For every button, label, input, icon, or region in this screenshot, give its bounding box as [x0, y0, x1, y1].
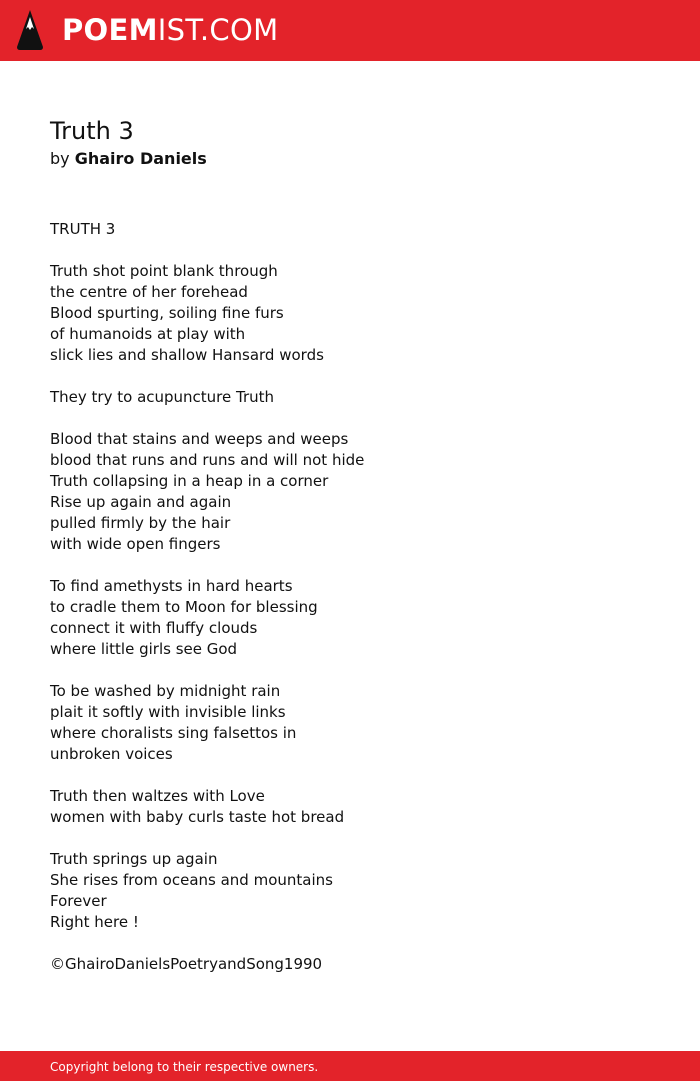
poem-line: She rises from oceans and mountains	[50, 871, 333, 889]
poem-line: slick lies and shallow Hansard words	[50, 346, 324, 364]
stanza-break	[50, 240, 650, 261]
poem-line: women with baby curls taste hot bread	[50, 808, 345, 826]
poem-line: To find amethysts in hard hearts	[50, 577, 293, 595]
stanza-break	[50, 366, 650, 387]
stanza-break	[50, 828, 650, 849]
copyright-text: Copyright belong to their respective owners.	[50, 1060, 319, 1074]
poem-byline	[50, 149, 207, 169]
poem-line: ©GhairoDanielsPoetryandSong1990	[50, 955, 323, 973]
stanza-break	[50, 555, 650, 576]
poem-line: Right here !	[50, 913, 139, 931]
stanza-break	[50, 660, 650, 681]
poem-line: the centre of her forehead	[50, 283, 248, 301]
poem-title: Truth 3	[50, 117, 134, 145]
poem-line: to cradle them to Moon for blessing	[50, 598, 318, 616]
author-name: Ghairo Daniels	[74, 149, 207, 168]
site-logo[interactable]	[62, 12, 278, 48]
poem-line: where choralists sing falsettos in	[50, 724, 297, 742]
poem-line: Truth shot point blank through	[50, 262, 278, 280]
poem-line: blood that runs and runs and will not hide	[50, 451, 365, 469]
poem-line: Forever	[50, 892, 107, 910]
poem-line: Truth springs up again	[50, 850, 218, 868]
stanza-break	[50, 765, 650, 786]
poem-line: TRUTH 3	[50, 220, 116, 238]
poem-line: Blood that stains and weeps and weeps	[50, 430, 349, 448]
site-footer	[0, 1051, 700, 1081]
poem-line: Rise up again and again	[50, 493, 232, 511]
poem-line: with wide open fingers	[50, 535, 221, 553]
poem-line: where little girls see God	[50, 640, 238, 658]
poem-line: To be washed by midnight rain	[50, 682, 281, 700]
stanza-break	[50, 408, 650, 429]
brand-name-light: IST.COM	[157, 13, 279, 47]
poem-line: plait it softly with invisible links	[50, 703, 286, 721]
poem-line: Truth collapsing in a heap in a corner	[50, 472, 329, 490]
pencil-tip-icon[interactable]	[16, 9, 44, 51]
poem-body	[50, 219, 650, 975]
site-header	[0, 0, 700, 61]
poem-line: connect it with fluffy clouds	[50, 619, 258, 637]
poem-line: of humanoids at play with	[50, 325, 246, 343]
stanza-break	[50, 933, 650, 954]
poem-line: Truth then waltzes with Love	[50, 787, 265, 805]
poem-line: pulled firmly by the hair	[50, 514, 231, 532]
brand-name-bold: POEM	[62, 13, 158, 47]
poem-line: unbroken voices	[50, 745, 173, 763]
by-label: by	[50, 149, 70, 168]
poem-line: Blood spurting, soiling fine furs	[50, 304, 284, 322]
poem-line: They try to acupuncture Truth	[50, 388, 275, 406]
